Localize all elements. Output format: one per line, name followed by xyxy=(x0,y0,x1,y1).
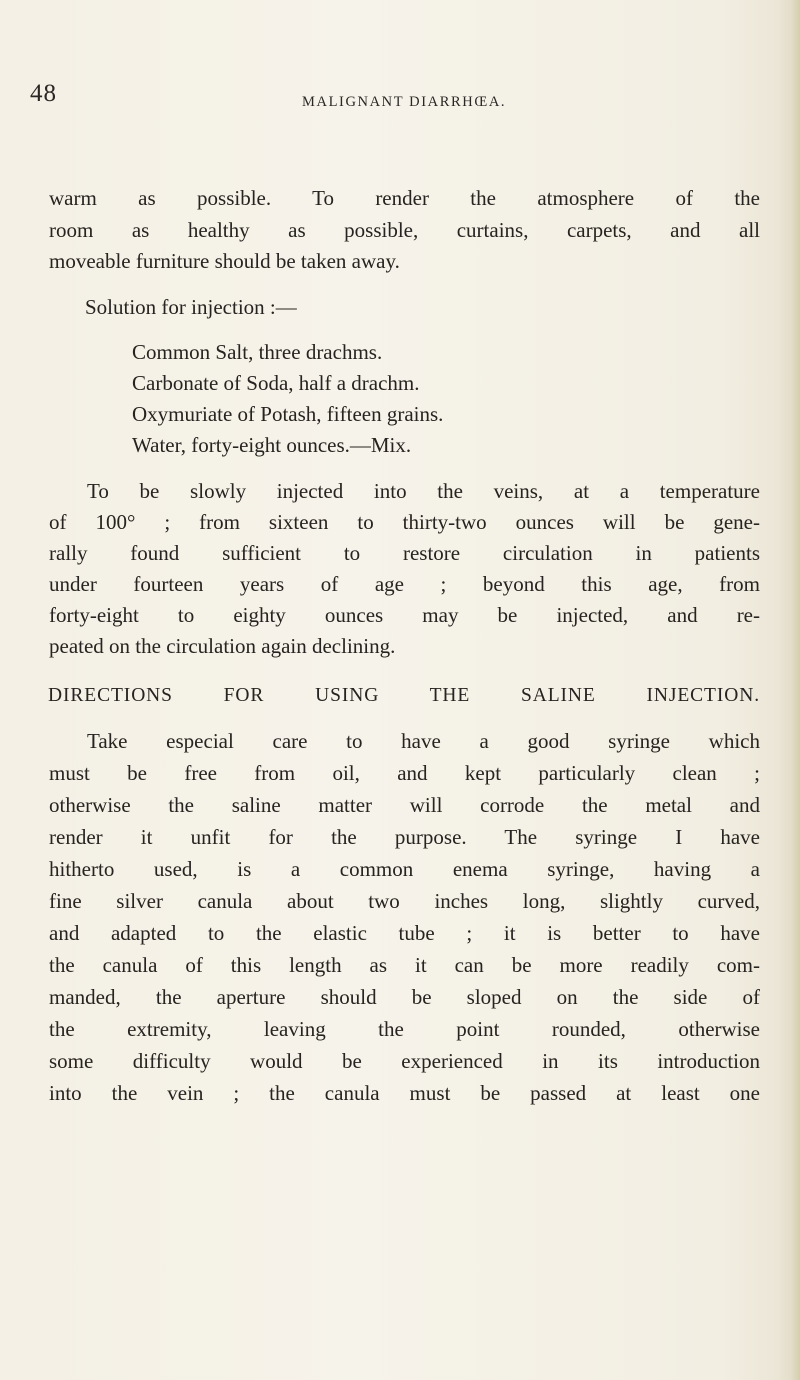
directions-line: must be free from oil, and kept particularly clean ; xyxy=(49,761,760,785)
directions-line: Take especial care to have a good syringe which xyxy=(87,729,760,753)
intro-line: moveable furniture should be taken away. xyxy=(49,249,400,273)
recipe-item: Carbonate of Soda, half a drachm. xyxy=(132,371,420,395)
dosage-line: To be slowly injected into the veins, at a temperature xyxy=(87,479,760,503)
solution-heading: Solution for injection :— xyxy=(85,295,297,319)
dosage-line: under fourteen years of age ; beyond this age, from xyxy=(49,572,760,596)
dosage-line: rally found sufficient to restore circulation in patients xyxy=(49,541,760,565)
page-edge-shadow xyxy=(778,0,800,1380)
directions-line: hitherto used, is a common enema syringe, having a xyxy=(49,857,760,881)
directions-line: manded, the aperture should be sloped on the side of xyxy=(49,985,760,1009)
directions-line: and adapted to the elastic tube ; it is better to have xyxy=(49,921,760,945)
intro-line: warm as possible. To render the atmosphere of the xyxy=(49,186,760,210)
intro-line: room as healthy as possible, curtains, carpets, and all xyxy=(49,218,760,242)
page-number: 48 xyxy=(30,80,57,107)
recipe-item: Water, forty-eight ounces.—Mix. xyxy=(132,433,412,457)
dosage-line: peated on the circulation again declining. xyxy=(49,634,396,658)
directions-line: otherwise the saline matter will corrode the metal and xyxy=(49,793,760,817)
section-heading: DIRECTIONS FOR USING THE SALINE INJECTION. xyxy=(48,685,760,706)
directions-line: into the vein ; the canula must be passed at least one xyxy=(49,1081,760,1105)
directions-line: render it unfit for the purpose. The syringe I have xyxy=(49,825,760,849)
directions-line: the extremity, leaving the point rounded, otherwise xyxy=(49,1017,760,1041)
recipe-item: Common Salt, three drachms. xyxy=(132,340,383,364)
running-head: MALIGNANT DIARRHŒA. xyxy=(302,94,507,110)
recipe-item: Oxymuriate of Potash, fifteen grains. xyxy=(132,402,444,426)
dosage-line: forty-eight to eighty ounces may be injected, and re- xyxy=(49,603,760,627)
directions-line: some difficulty would be experienced in its introduction xyxy=(49,1049,760,1073)
dosage-line: of 100° ; from sixteen to thirty-two ounces will be gene- xyxy=(49,510,760,534)
directions-line: the canula of this length as it can be more readily com- xyxy=(49,953,760,977)
directions-line: fine silver canula about two inches long, slightly curved, xyxy=(49,889,760,913)
